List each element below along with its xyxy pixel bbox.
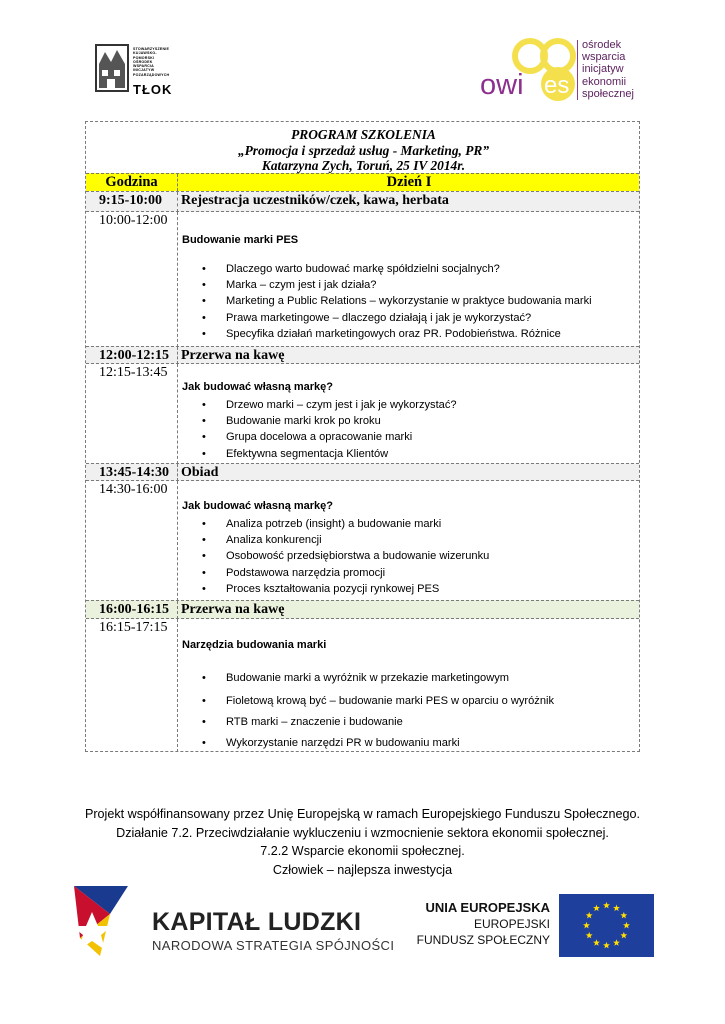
row-time: 16:00-16:15 <box>99 602 169 617</box>
owies-line: ekonomii <box>582 75 627 88</box>
program-subtitle: „Promocja i sprzedaż usług - Marketing, PR” <box>237 142 490 158</box>
footer-text <box>0 805 725 879</box>
session-items <box>182 666 554 754</box>
tlok-line: WSPARCIA <box>133 64 154 69</box>
session-items <box>182 261 592 342</box>
eu-title: UNIA EUROPEJSKA <box>425 900 550 915</box>
footer-line: Człowiek – najlepsza inwestycja <box>272 862 453 877</box>
row-label: Przerwa na kawę <box>181 602 285 617</box>
tlok-line: KUJAWSKO- <box>133 51 157 56</box>
eu-star-icon <box>586 912 593 919</box>
table-row <box>86 346 639 364</box>
table-row <box>86 191 639 212</box>
col-day-header: Dzień I <box>386 174 432 190</box>
table-row <box>86 600 639 619</box>
program-table <box>85 121 640 752</box>
session-heading: Jak budować własną markę? <box>182 500 334 512</box>
list-item: • Budowanie marki krok po kroku <box>182 413 457 429</box>
list-item: • Efektywna segmentacja Klientów <box>182 446 457 462</box>
row-time: 9:15-10:00 <box>99 193 162 208</box>
table-row <box>86 463 639 481</box>
eu-text <box>412 900 550 948</box>
list-item: • Budowanie marki a wyróżnik w przekazie marketingowym <box>182 666 554 690</box>
list-item: • Proces kształtowania pozycji rynkowej PES <box>182 581 489 597</box>
list-item: • Grupa docelowa a opracowanie marki <box>182 429 457 445</box>
footer-line: 7.2.2 Wsparcie ekonomii społecznej. <box>260 844 465 858</box>
list-item: • Prawa marketingowe – dlaczego działają i jak je wykorzystać? <box>182 310 592 326</box>
tlok-logo <box>95 44 187 100</box>
table-row <box>86 480 639 601</box>
eu-star-icon <box>620 912 627 919</box>
owies-line: wsparcia <box>582 51 626 64</box>
program-title: PROGRAM SZKOLENIA <box>291 127 436 142</box>
list-item: • Wykorzystanie narzędzi PR w budowaniu marki <box>182 732 554 754</box>
eu-star-icon <box>613 905 620 912</box>
col-time-header: Godzina <box>105 174 158 190</box>
kapital-ludzki-star-icon <box>70 878 150 958</box>
eu-star-icon <box>620 932 627 939</box>
row-time: 12:15-13:45 <box>99 365 168 380</box>
owies-line: ośrodek <box>582 39 622 51</box>
owies-circles-icon <box>478 38 578 108</box>
row-time: 13:45-14:30 <box>99 465 169 480</box>
row-label: Przerwa na kawę <box>181 348 285 363</box>
tlok-line: STOWARZYSZENIE <box>133 47 170 51</box>
owies-line: społecznej <box>582 87 634 100</box>
eu-star-icon <box>583 922 590 929</box>
eu-star-icon <box>603 902 610 909</box>
tlok-name: TŁOK <box>133 82 173 97</box>
kapital-ludzki-logo <box>70 878 395 958</box>
session-items <box>182 516 489 597</box>
tlok-line: POMORSKI <box>133 55 155 60</box>
eu-star-icon <box>603 942 610 949</box>
list-item: • Marketing a Public Relations – wykorzystanie w praktyce budowania marki <box>182 293 592 309</box>
tlok-line: OŚRODEK <box>133 59 153 64</box>
session-heading: Budowanie marki PES <box>182 234 299 246</box>
table-row <box>86 363 639 464</box>
owies-tagline <box>582 39 634 100</box>
row-time: 10:00-12:00 <box>99 213 168 228</box>
table-header-row <box>86 173 639 191</box>
list-item: • Fioletową krową być – budowanie marki PES w oparciu o wyróżnik <box>182 690 554 712</box>
eu-line: EUROPEJSKI <box>473 917 550 931</box>
list-item: • Analiza konkurencji <box>182 532 489 548</box>
table-row <box>86 211 639 347</box>
kapital-ludzki-subtitle: NARODOWA STRATEGIA SPÓJNOŚCI <box>152 938 395 953</box>
row-time: 14:30-16:00 <box>99 482 168 497</box>
owies-word-2: es <box>544 72 570 99</box>
row-time: 16:15-17:15 <box>99 620 168 635</box>
footer-line: Projekt współfinansowany przez Unię Europejską w ramach Europejskiego Funduszu Społecznego. <box>84 807 641 821</box>
tlok-line: INICJATYW <box>133 68 155 73</box>
tlok-line: POZARZĄDOWYCH <box>133 72 170 77</box>
list-item: • Analiza potrzeb (insight) a budowanie marki <box>182 516 489 532</box>
eu-star-icon <box>593 939 600 946</box>
eu-star-icon <box>593 905 600 912</box>
session-heading: Jak budować własną markę? <box>182 381 334 393</box>
eu-star-icon <box>623 922 630 929</box>
eu-star-icon <box>586 932 593 939</box>
list-item: • Drzewo marki – czym jest i jak je wykorzystać? <box>182 397 457 413</box>
program-author: Katarzyna Zych, Toruń, 25 IV 2014r. <box>261 158 466 173</box>
footer-line: Działanie 7.2. Przeciwdziałanie wykluczeniu i wzmocnienie sektora ekonomii społecznej. <box>116 825 609 840</box>
eu-line: FUNDUSZ SPOŁECZNY <box>416 933 550 947</box>
list-item: • Dlaczego warto budować markę spółdzielni socjalnych? <box>182 261 592 277</box>
row-time: 12:00-12:15 <box>99 348 169 363</box>
program-title-block <box>86 127 641 174</box>
owies-logo <box>478 38 648 108</box>
list-item: • Marka – czym jest i jak działa? <box>182 277 592 293</box>
session-items <box>182 397 457 462</box>
owies-divider <box>577 40 578 100</box>
row-label: Obiad <box>181 465 219 480</box>
kapital-ludzki-title: KAPITAŁ LUDZKI <box>152 908 362 936</box>
owies-line: inicjatyw <box>582 63 624 76</box>
tlok-small-text <box>133 47 189 77</box>
list-item: • RTB marki – znaczenie i budowanie <box>182 712 554 732</box>
eu-flag-icon <box>559 894 654 957</box>
session-heading: Narzędzia budowania marki <box>182 639 327 651</box>
row-label: Rejestracja uczestników/czek, kawa, herbata <box>181 193 449 208</box>
list-item: • Podstawowa narzędzia promocji <box>182 565 489 581</box>
eu-stars-icon <box>559 894 654 957</box>
eu-star-icon <box>613 939 620 946</box>
owies-word: owi <box>480 69 524 101</box>
list-item: • Osobowość przedsiębiorstwa a budowanie wizerunku <box>182 548 489 564</box>
tlok-mark-icon <box>95 44 129 92</box>
list-item: • Specyfika działań marketingowych oraz PR. Podobieństwa. Różnice <box>182 326 592 342</box>
table-row <box>86 618 639 752</box>
